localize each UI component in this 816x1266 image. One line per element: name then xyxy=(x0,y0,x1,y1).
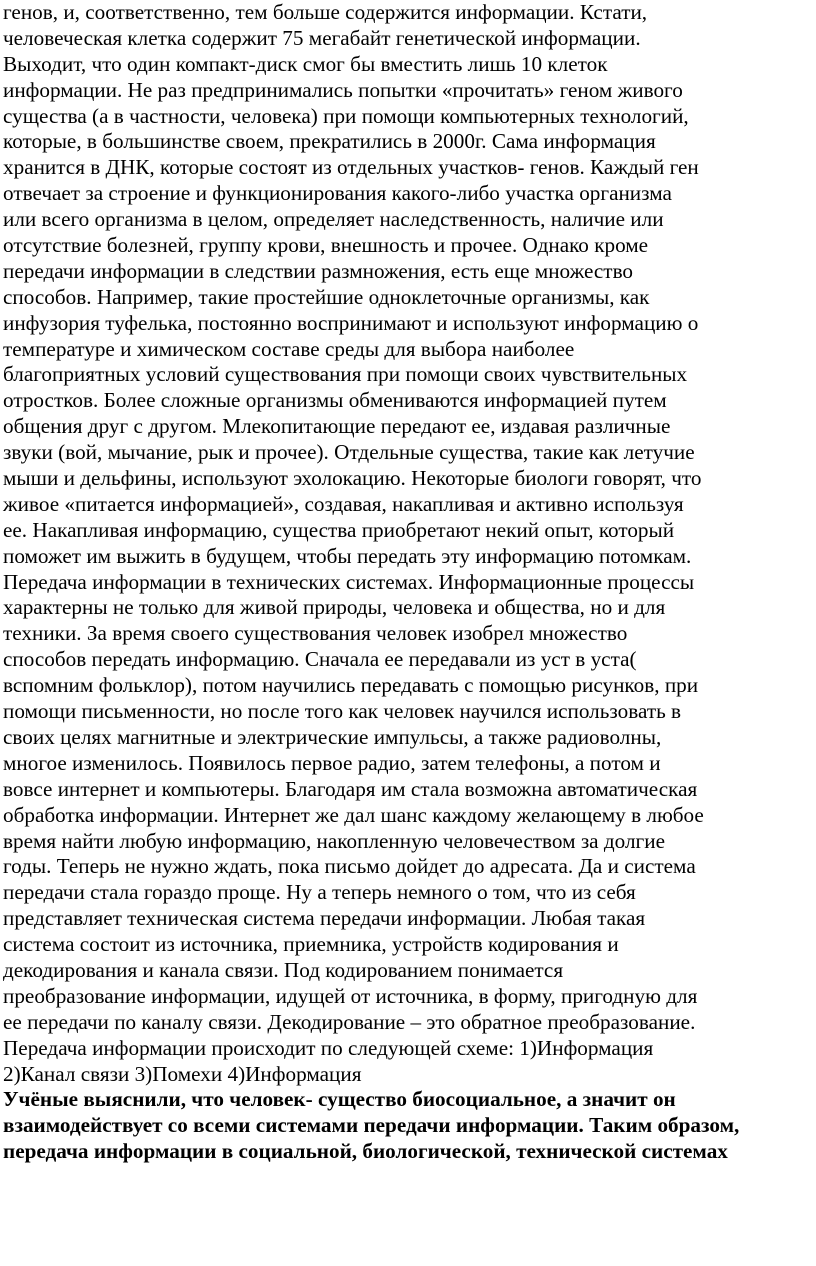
text-line: годы. Теперь не нужно ждать, пока письмо дойдет до адресата. Да и система xyxy=(3,854,696,879)
text-line: генов, и, соответственно, тем больше содержится информации. Кстати, xyxy=(3,0,648,24)
text-line: передачи стала гораздо проще. Ну а теперь немного о том, что из себя xyxy=(3,880,636,905)
text-line: информации. Не раз предпринимались попытки «прочитать» геном живого xyxy=(3,77,683,102)
text-line: инфузория туфелька, постоянно воспринимают и используют информацию о xyxy=(3,310,699,335)
text-line: благоприятных условий существования при помощи своих чувствительных xyxy=(3,362,688,387)
bold-text-line: взаимодействует со всеми системами передачи информации. Таким образом, xyxy=(3,1113,740,1138)
text-line: ее передачи по каналу связи. Декодирование – это обратное преобразование. xyxy=(3,1009,696,1034)
text-line: техники. За время своего существования человек изобрел множество xyxy=(3,621,628,646)
text-line: Выходит, что один компакт-диск смог бы вместить лишь 10 клеток xyxy=(3,51,608,76)
text-line: мыши и дельфины, используют эхолокацию. Некоторые биологи говорят, что xyxy=(3,466,702,491)
text-line: существа (а в частности, человека) при помощи компьютерных технологий, xyxy=(3,103,689,128)
text-line: Передача информации в технических системах. Информационные процессы xyxy=(3,569,695,594)
body-paragraph xyxy=(3,0,813,1087)
text-line: вспомним фольклор), потом научились передавать с помощью рисунков, при xyxy=(3,673,699,698)
text-line: отвечает за строение и функционирования какого-либо участка организма xyxy=(3,181,672,206)
text-line: общения друг с другом. Млекопитающие передают ее, издавая различные xyxy=(3,414,671,439)
text-line: представляет техническая система передачи информации. Любая такая xyxy=(3,906,646,931)
bold-text-line: Учёные выяснили, что человек- существо биосоциальное, а значит он xyxy=(3,1087,676,1112)
text-line: температуре и химическом составе среды для выбора наиболее xyxy=(3,336,575,361)
text-line: хранится в ДНК, которые состоят из отдельных участков- генов. Каждый ген xyxy=(3,155,699,180)
text-line: многое изменилось. Появилось первое радио, затем телефоны, а потом и xyxy=(3,750,661,775)
text-line: система состоит из источника, приемника, устройств кодирования и xyxy=(3,932,619,957)
bold-conclusion-paragraph xyxy=(3,1087,813,1165)
text-line: звуки (вой, мычание, рык и прочее). Отдельные существа, такие как летучие xyxy=(3,440,695,465)
text-line: отростков. Более сложные организмы обмениваются информацией путем xyxy=(3,388,667,413)
text-line: Передача информации происходит по следующей схеме: 1)Информация xyxy=(3,1035,654,1060)
text-line: 2)Канал связи 3)Помехи 4)Информация xyxy=(3,1061,362,1086)
text-line: передачи информации в следствии размножения, есть еще множество xyxy=(3,258,634,283)
text-line: обработка информации. Интернет же дал шанс каждому желающему в любое xyxy=(3,802,704,827)
text-line: или всего организма в целом, определяет наследственность, наличие или xyxy=(3,207,664,232)
text-line: характерны не только для живой природы, человека и общества, но и для xyxy=(3,595,666,620)
text-line: способов передать информацию. Сначала ее передавали из уст в уста( xyxy=(3,647,637,672)
text-line: помощи письменности, но после того как человек научился использовать в xyxy=(3,699,682,724)
text-line: отсутствие болезней, группу крови, внешность и прочее. Однако кроме xyxy=(3,233,649,258)
text-line: способов. Например, такие простейшие одноклеточные организмы, как xyxy=(3,284,650,309)
text-line: своих целях магнитные и электрические импульсы, а также радиоволны, xyxy=(3,724,662,749)
text-line: поможет им выжить в будущем, чтобы передать эту информацию потомкам. xyxy=(3,543,692,568)
text-line: преобразование информации, идущей от источника, в форму, пригодную для xyxy=(3,983,698,1008)
text-line: живое «питается информацией», создавая, накапливая и активно используя xyxy=(3,491,684,516)
bold-text-line: передача информации в социальной, биологической, технической системах xyxy=(3,1139,728,1164)
text-line: ее. Накапливая информацию, существа приобретают некий опыт, который xyxy=(3,517,675,542)
document-page xyxy=(3,0,813,1165)
text-line: которые, в большинстве своем, прекратились в 2000г. Сама информация xyxy=(3,129,656,154)
text-line: человеческая клетка содержит 75 мегабайт генетической информации. xyxy=(3,25,641,50)
text-line: время найти любую информацию, накопленную человечеством за долгие xyxy=(3,828,665,853)
text-line: декодирования и канала связи. Под кодированием понимается xyxy=(3,957,564,982)
text-line: вовсе интернет и компьютеры. Благодаря им стала возможна автоматическая xyxy=(3,776,698,801)
